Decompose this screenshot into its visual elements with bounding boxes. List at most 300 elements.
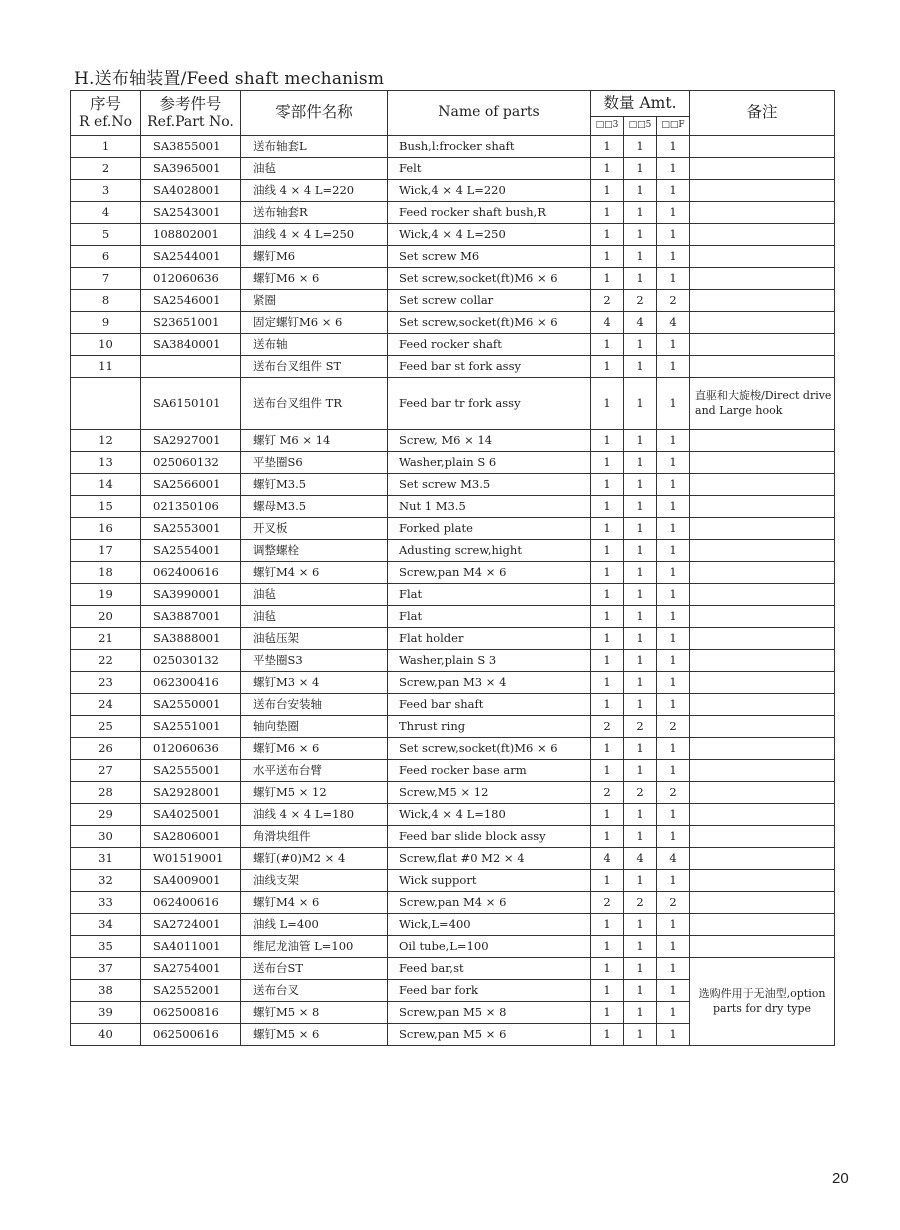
cell-amt: 1: [657, 136, 690, 158]
header-part-cn: 参考件号: [159, 94, 222, 113]
header-amt-col: □□F: [657, 117, 690, 136]
header-ref-cn: 序号: [89, 94, 121, 113]
table-row: [71, 848, 835, 870]
table-row: [71, 628, 835, 650]
cell-amt: 1: [657, 738, 690, 760]
cell-part-no: 062400616: [141, 892, 241, 914]
cell-ref-no: 20: [71, 606, 141, 628]
cell-amt: 1: [657, 180, 690, 202]
table-row: [71, 804, 835, 826]
cell-remark: [690, 650, 835, 672]
cell-part-no: SA2553001: [141, 518, 241, 540]
table-row: [71, 584, 835, 606]
cell-name-en: Screw,pan M4 × 6: [388, 562, 591, 584]
cell-amt: 1: [624, 914, 657, 936]
cell-remark: [690, 268, 835, 290]
cell-ref-no: 26: [71, 738, 141, 760]
cell-amt: 1: [591, 1002, 624, 1024]
header-ref-en: R ef.No: [78, 113, 133, 130]
cell-remark: [690, 760, 835, 782]
cell-name-en: Set screw collar: [388, 290, 591, 312]
cell-ref-no: 21: [71, 628, 141, 650]
cell-remark: [690, 496, 835, 518]
cell-name-cn: 固定螺钉M6 × 6: [241, 312, 388, 334]
cell-part-no: SA2544001: [141, 246, 241, 268]
cell-name-en: Adusting screw,hight: [388, 540, 591, 562]
cell-amt: 1: [591, 650, 624, 672]
cell-ref-no: 13: [71, 452, 141, 474]
cell-remark: [690, 246, 835, 268]
cell-amt: 1: [591, 246, 624, 268]
cell-remark: [690, 628, 835, 650]
cell-name-cn: 螺钉M6 × 6: [241, 268, 388, 290]
cell-name-en: Wick,4 × 4 L=220: [388, 180, 591, 202]
cell-remark: [690, 136, 835, 158]
cell-name-cn: 螺母M3.5: [241, 496, 388, 518]
cell-part-no: SA2550001: [141, 694, 241, 716]
cell-remark: [690, 826, 835, 848]
cell-amt: 1: [657, 496, 690, 518]
cell-amt: 2: [657, 782, 690, 804]
cell-name-cn: 螺钉M4 × 6: [241, 562, 388, 584]
table-row: [71, 452, 835, 474]
cell-amt: 1: [591, 936, 624, 958]
cell-name-cn: 送布台叉组件 TR: [241, 378, 388, 430]
cell-amt: 4: [591, 312, 624, 334]
cell-part-no: 012060636: [141, 738, 241, 760]
cell-amt: 1: [657, 224, 690, 246]
table-row: [71, 202, 835, 224]
cell-name-en: Feed bar st fork assy: [388, 356, 591, 378]
cell-amt: 1: [657, 202, 690, 224]
cell-amt: 2: [624, 716, 657, 738]
cell-name-en: Screw,pan M3 × 4: [388, 672, 591, 694]
table-row: [71, 180, 835, 202]
cell-amt: 1: [657, 628, 690, 650]
cell-ref-no: 35: [71, 936, 141, 958]
cell-name-en: Wick,4 × 4 L=250: [388, 224, 591, 246]
cell-amt: 1: [591, 496, 624, 518]
table-row: [71, 290, 835, 312]
cell-part-no: SA4011001: [141, 936, 241, 958]
cell-name-en: Wick,4 × 4 L=180: [388, 804, 591, 826]
cell-amt: 1: [591, 518, 624, 540]
cell-ref-no: 28: [71, 782, 141, 804]
cell-name-cn: 油线 4 × 4 L=180: [241, 804, 388, 826]
table-row: [71, 246, 835, 268]
cell-amt: 1: [657, 246, 690, 268]
cell-amt: 1: [657, 1002, 690, 1024]
cell-amt: 1: [591, 452, 624, 474]
cell-name-cn: 螺钉(#0)M2 × 4: [241, 848, 388, 870]
cell-amt: 1: [624, 1002, 657, 1024]
table-row: [71, 334, 835, 356]
cell-ref-no: 8: [71, 290, 141, 312]
cell-part-no: SA4028001: [141, 180, 241, 202]
cell-part-no: 012060636: [141, 268, 241, 290]
cell-amt: 1: [657, 694, 690, 716]
cell-amt: 4: [624, 848, 657, 870]
cell-amt: 4: [624, 312, 657, 334]
cell-name-en: Feed rocker shaft: [388, 334, 591, 356]
cell-name-en: Washer,plain S 6: [388, 452, 591, 474]
cell-name-cn: 螺钉M4 × 6: [241, 892, 388, 914]
cell-amt: 1: [591, 980, 624, 1002]
cell-amt: 2: [624, 782, 657, 804]
cell-part-no: W01519001: [141, 848, 241, 870]
cell-amt: 1: [624, 452, 657, 474]
cell-part-no: SA2566001: [141, 474, 241, 496]
cell-ref-no: 10: [71, 334, 141, 356]
cell-amt: 1: [624, 650, 657, 672]
cell-ref-no: 15: [71, 496, 141, 518]
cell-amt: 1: [624, 584, 657, 606]
page-title: H.送布轴装置/Feed shaft mechanism: [74, 69, 385, 89]
cell-name-en: Screw,flat #0 M2 × 4: [388, 848, 591, 870]
cell-amt: 1: [624, 136, 657, 158]
table-row: [71, 268, 835, 290]
cell-name-cn: 开叉板: [241, 518, 388, 540]
cell-part-no: 062300416: [141, 672, 241, 694]
cell-amt: 1: [624, 268, 657, 290]
cell-remark: [690, 452, 835, 474]
cell-name-en: Felt: [388, 158, 591, 180]
header-name-en: Name of parts: [388, 91, 591, 136]
cell-ref-no: 19: [71, 584, 141, 606]
cell-amt: 4: [657, 848, 690, 870]
cell-amt: 1: [591, 606, 624, 628]
cell-ref-no: 25: [71, 716, 141, 738]
cell-amt: 1: [624, 378, 657, 430]
parts-table: [70, 90, 835, 1046]
cell-ref-no: 29: [71, 804, 141, 826]
cell-amt: 1: [591, 356, 624, 378]
cell-amt: 1: [624, 760, 657, 782]
header-part-en: Ref.Part No.: [147, 113, 234, 130]
cell-ref-no: 5: [71, 224, 141, 246]
cell-name-cn: 螺钉 M6 × 14: [241, 430, 388, 452]
cell-name-cn: 油线支架: [241, 870, 388, 892]
cell-name-cn: 调整螺栓: [241, 540, 388, 562]
table-row: [71, 826, 835, 848]
cell-remark: [690, 804, 835, 826]
table-row: [71, 716, 835, 738]
cell-name-en: Wick,L=400: [388, 914, 591, 936]
cell-part-no: S23651001: [141, 312, 241, 334]
cell-amt: 1: [624, 246, 657, 268]
cell-name-cn: 角滑块组件: [241, 826, 388, 848]
cell-amt: 1: [591, 694, 624, 716]
cell-name-cn: 油毡: [241, 606, 388, 628]
cell-name-en: Screw, M6 × 14: [388, 430, 591, 452]
cell-name-en: Oil tube,L=100: [388, 936, 591, 958]
cell-remark: [690, 430, 835, 452]
table-row: [71, 356, 835, 378]
cell-name-cn: 送布台叉组件 ST: [241, 356, 388, 378]
cell-remark: [690, 474, 835, 496]
cell-part-no: SA4025001: [141, 804, 241, 826]
cell-name-cn: 平垫圈S3: [241, 650, 388, 672]
cell-remark: [690, 892, 835, 914]
cell-amt: 1: [591, 804, 624, 826]
cell-remark: [690, 694, 835, 716]
cell-part-no: SA2546001: [141, 290, 241, 312]
cell-amt: 1: [591, 958, 624, 980]
cell-amt: 1: [624, 562, 657, 584]
cell-amt: 1: [624, 1024, 657, 1046]
table-row: [71, 430, 835, 452]
cell-part-no: SA2543001: [141, 202, 241, 224]
cell-amt: 1: [591, 268, 624, 290]
cell-part-no: SA3887001: [141, 606, 241, 628]
cell-amt: 1: [657, 804, 690, 826]
header-amount: 数量 Amt.: [591, 91, 690, 117]
cell-remark: [690, 870, 835, 892]
cell-ref-no: 39: [71, 1002, 141, 1024]
table-row: [71, 136, 835, 158]
cell-amt: 1: [624, 606, 657, 628]
cell-name-cn: 送布台ST: [241, 958, 388, 980]
cell-name-cn: 送布轴套R: [241, 202, 388, 224]
cell-amt: 1: [657, 452, 690, 474]
cell-amt: 1: [591, 430, 624, 452]
cell-remark: 直驱和大旋梭/Direct drive and Large hook: [690, 378, 835, 430]
table-body: [71, 136, 835, 1046]
cell-amt: 1: [591, 562, 624, 584]
cell-remark: [690, 540, 835, 562]
cell-ref-no: 33: [71, 892, 141, 914]
cell-amt: 4: [657, 312, 690, 334]
cell-amt: 1: [657, 606, 690, 628]
cell-name-cn: 螺钉M3.5: [241, 474, 388, 496]
cell-amt: 1: [591, 1024, 624, 1046]
cell-remark: [690, 202, 835, 224]
cell-amt: 1: [624, 738, 657, 760]
cell-amt: 1: [624, 672, 657, 694]
cell-part-no: SA3855001: [141, 136, 241, 158]
cell-part-no: 025060132: [141, 452, 241, 474]
header-ref-no: [71, 91, 141, 136]
cell-amt: 1: [657, 540, 690, 562]
header-amt-col: □□5: [624, 117, 657, 136]
cell-name-en: Set screw M6: [388, 246, 591, 268]
cell-amt: 1: [591, 870, 624, 892]
cell-remark: [690, 672, 835, 694]
cell-part-no: 062400616: [141, 562, 241, 584]
cell-remark: [690, 290, 835, 312]
cell-name-en: Flat holder: [388, 628, 591, 650]
cell-amt: 1: [591, 914, 624, 936]
cell-amt: 1: [591, 378, 624, 430]
cell-ref-no: 24: [71, 694, 141, 716]
cell-remark: [690, 848, 835, 870]
cell-amt: 2: [591, 290, 624, 312]
cell-name-en: Screw,pan M5 × 8: [388, 1002, 591, 1024]
table-row: [71, 312, 835, 334]
header-part-no: [141, 91, 241, 136]
cell-amt: 1: [624, 334, 657, 356]
cell-name-cn: 送布台叉: [241, 980, 388, 1002]
cell-amt: 1: [657, 826, 690, 848]
cell-name-cn: 螺钉M6 × 6: [241, 738, 388, 760]
cell-amt: 1: [657, 914, 690, 936]
cell-amt: 1: [657, 584, 690, 606]
cell-name-cn: 螺钉M6: [241, 246, 388, 268]
cell-name-en: Set screw,socket(ft)M6 × 6: [388, 268, 591, 290]
cell-remark: [690, 312, 835, 334]
cell-amt: 1: [657, 430, 690, 452]
cell-remark: [690, 180, 835, 202]
cell-remark: [690, 584, 835, 606]
cell-part-no: SA6150101: [141, 378, 241, 430]
cell-ref-no: 38: [71, 980, 141, 1002]
cell-amt: 1: [624, 356, 657, 378]
cell-amt: 1: [591, 760, 624, 782]
cell-amt: 1: [624, 694, 657, 716]
cell-amt: 1: [591, 584, 624, 606]
cell-amt: 1: [657, 980, 690, 1002]
cell-name-en: Screw,pan M5 × 6: [388, 1024, 591, 1046]
table-row: [71, 672, 835, 694]
cell-ref-no: 3: [71, 180, 141, 202]
cell-amt: 1: [591, 672, 624, 694]
table-row: [71, 936, 835, 958]
cell-name-cn: 油线 4 × 4 L=220: [241, 180, 388, 202]
cell-part-no: SA2724001: [141, 914, 241, 936]
cell-part-no: 062500616: [141, 1024, 241, 1046]
header-remark: 备注: [690, 91, 835, 136]
cell-amt: 2: [657, 892, 690, 914]
cell-ref-no: 4: [71, 202, 141, 224]
cell-ref-no: 30: [71, 826, 141, 848]
cell-remark: [690, 936, 835, 958]
cell-part-no: SA2806001: [141, 826, 241, 848]
cell-name-en: Nut 1 M3.5: [388, 496, 591, 518]
table-row: [71, 224, 835, 246]
cell-part-no: SA3965001: [141, 158, 241, 180]
cell-amt: 1: [591, 180, 624, 202]
cell-amt: 1: [624, 180, 657, 202]
cell-name-en: Set screw,socket(ft)M6 × 6: [388, 312, 591, 334]
table-row: [71, 694, 835, 716]
cell-amt: 1: [591, 136, 624, 158]
cell-remark: [690, 562, 835, 584]
table-row: [71, 496, 835, 518]
cell-ref-no: 22: [71, 650, 141, 672]
header-name-cn: 零部件名称: [241, 91, 388, 136]
cell-name-en: Wick support: [388, 870, 591, 892]
cell-part-no: SA2552001: [141, 980, 241, 1002]
cell-amt: 1: [657, 158, 690, 180]
cell-ref-no: 34: [71, 914, 141, 936]
table-row: [71, 474, 835, 496]
cell-name-en: Flat: [388, 606, 591, 628]
cell-part-no: 108802001: [141, 224, 241, 246]
cell-amt: 1: [624, 430, 657, 452]
cell-amt: 1: [591, 202, 624, 224]
cell-amt: 1: [591, 158, 624, 180]
cell-ref-no: 9: [71, 312, 141, 334]
cell-name-cn: 送布台安装轴: [241, 694, 388, 716]
cell-part-no: [141, 356, 241, 378]
cell-name-en: Feed bar tr fork assy: [388, 378, 591, 430]
cell-part-no: 062500816: [141, 1002, 241, 1024]
cell-amt: 1: [657, 268, 690, 290]
cell-amt: 1: [657, 958, 690, 980]
table-row: [71, 650, 835, 672]
cell-amt: 1: [657, 936, 690, 958]
cell-part-no: SA2555001: [141, 760, 241, 782]
cell-amt: 1: [624, 496, 657, 518]
cell-amt: 1: [591, 826, 624, 848]
cell-amt: 1: [591, 474, 624, 496]
cell-amt: 1: [591, 738, 624, 760]
cell-ref-no: 7: [71, 268, 141, 290]
table-row: [71, 378, 835, 430]
cell-amt: 1: [624, 826, 657, 848]
table-row: [71, 158, 835, 180]
cell-name-en: Set screw M3.5: [388, 474, 591, 496]
cell-name-cn: 水平送布台臂: [241, 760, 388, 782]
cell-amt: 1: [624, 540, 657, 562]
cell-amt: 1: [657, 378, 690, 430]
cell-ref-no: 14: [71, 474, 141, 496]
cell-name-cn: 油线 4 × 4 L=250: [241, 224, 388, 246]
cell-name-en: Feed rocker shaft bush,R: [388, 202, 591, 224]
cell-ref-no: 2: [71, 158, 141, 180]
cell-amt: 2: [657, 290, 690, 312]
cell-name-cn: 螺钉M5 × 8: [241, 1002, 388, 1024]
cell-name-en: Forked plate: [388, 518, 591, 540]
cell-ref-no: 40: [71, 1024, 141, 1046]
cell-ref-no: 31: [71, 848, 141, 870]
table-row: [71, 958, 835, 980]
cell-name-cn: 维尼龙油管 L=100: [241, 936, 388, 958]
cell-amt: 1: [657, 870, 690, 892]
cell-remark: [690, 158, 835, 180]
cell-name-en: Screw,pan M4 × 6: [388, 892, 591, 914]
cell-name-en: Set screw,socket(ft)M6 × 6: [388, 738, 591, 760]
header-amt-col: □□3: [591, 117, 624, 136]
cell-amt: 1: [657, 562, 690, 584]
cell-amt: 1: [657, 760, 690, 782]
cell-amt: 2: [591, 782, 624, 804]
cell-ref-no: [71, 378, 141, 430]
cell-remark: [690, 518, 835, 540]
cell-part-no: SA3840001: [141, 334, 241, 356]
cell-amt: 1: [657, 672, 690, 694]
cell-amt: 4: [591, 848, 624, 870]
table-row: [71, 782, 835, 804]
cell-amt: 2: [591, 716, 624, 738]
cell-amt: 1: [624, 518, 657, 540]
cell-name-en: Thrust ring: [388, 716, 591, 738]
cell-ref-no: 23: [71, 672, 141, 694]
cell-amt: 1: [591, 224, 624, 246]
cell-name-en: Feed bar,st: [388, 958, 591, 980]
cell-remark: [690, 334, 835, 356]
cell-ref-no: 6: [71, 246, 141, 268]
cell-part-no: SA2928001: [141, 782, 241, 804]
cell-part-no: SA4009001: [141, 870, 241, 892]
cell-ref-no: 32: [71, 870, 141, 892]
cell-remark: [690, 716, 835, 738]
cell-amt: 1: [591, 334, 624, 356]
cell-amt: 1: [624, 158, 657, 180]
cell-amt: 1: [657, 650, 690, 672]
cell-name-en: Flat: [388, 584, 591, 606]
cell-ref-no: 12: [71, 430, 141, 452]
